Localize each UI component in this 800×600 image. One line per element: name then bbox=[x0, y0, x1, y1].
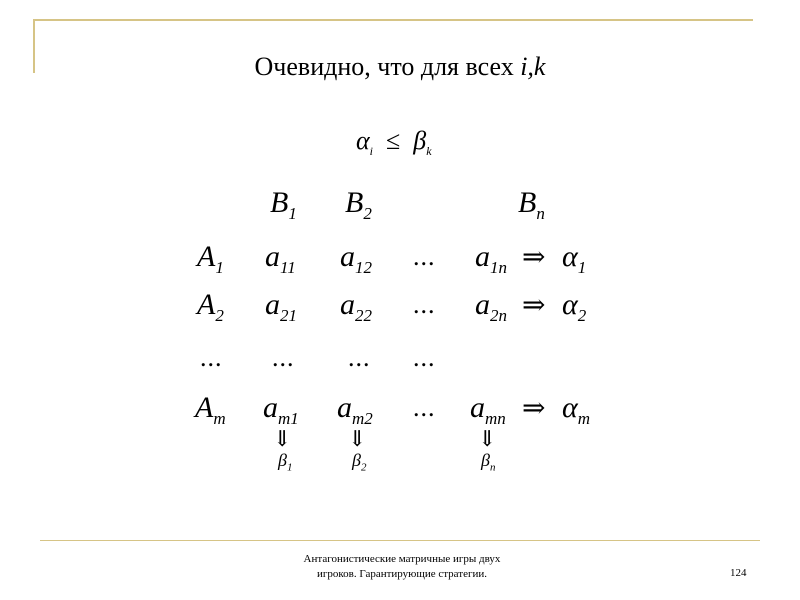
cell-a22: $a_{22}$ bbox=[340, 288, 372, 325]
down-arrow-col1: ⇓ bbox=[273, 426, 292, 451]
frame-top-line bbox=[33, 19, 753, 21]
cell-a21: $a_{21}$ bbox=[265, 288, 297, 325]
result-alpha1: $\alpha_1$ bbox=[562, 240, 587, 277]
bottom-betan: $\beta_n$ bbox=[481, 450, 496, 474]
row3-c2-dots: ... bbox=[348, 343, 371, 372]
row-label-a1: $A_1$ bbox=[197, 240, 224, 277]
slide-title bbox=[0, 52, 800, 82]
footer-line2: игроков. Гарантирующие стратегии. bbox=[316, 568, 488, 580]
col-header-b1: $B_1$ bbox=[270, 186, 297, 223]
title-vars: i,k bbox=[520, 52, 546, 81]
cell-amn: $a_{mn}$ bbox=[470, 391, 506, 428]
row1-dots: ... bbox=[413, 242, 436, 271]
down-arrow-coln: ⇓ bbox=[478, 426, 497, 451]
cell-a2n: $a_{2n}$ bbox=[475, 288, 507, 325]
bottom-beta2: $\beta_2$ bbox=[352, 450, 367, 474]
row1-implies-arrow: ⇒ bbox=[522, 242, 546, 273]
inequality bbox=[356, 126, 432, 159]
footer-line1: Антагонистические матричные игры двух bbox=[303, 553, 501, 565]
ineq-beta-sub: k bbox=[426, 144, 432, 159]
down-arrow-col2: ⇓ bbox=[348, 426, 367, 451]
title-text: Очевидно, что для всех bbox=[254, 52, 521, 81]
result-alpham: $\alpha_m$ bbox=[562, 391, 591, 428]
row-label-a2: $A_2$ bbox=[197, 288, 224, 325]
frame-bottom-line bbox=[40, 540, 760, 541]
cell-a1n: $a_{1n}$ bbox=[475, 240, 507, 277]
cell-am1: $a_{m1}$ bbox=[263, 391, 299, 428]
row3-label-dots: ... bbox=[200, 343, 223, 372]
cell-am2: $a_{m2}$ bbox=[337, 391, 373, 428]
row2-implies-arrow: ⇒ bbox=[522, 290, 546, 321]
ineq-beta: β bbox=[413, 126, 427, 155]
ineq-leq: ≤ bbox=[386, 126, 401, 155]
ineq-alpha-sub: i bbox=[369, 144, 373, 159]
cell-a11: $a_{11}$ bbox=[265, 240, 296, 277]
rowm-dots: ... bbox=[413, 393, 436, 422]
rowm-implies-arrow: ⇒ bbox=[522, 393, 546, 424]
result-alpha2: $\alpha_2$ bbox=[562, 288, 587, 325]
row3-c1-dots: ... bbox=[272, 343, 295, 372]
ineq-alpha: α bbox=[356, 126, 370, 155]
col-header-b2: $B_2$ bbox=[345, 186, 372, 223]
footer-caption bbox=[262, 552, 542, 582]
row3-c3-dots: ... bbox=[413, 343, 436, 372]
page-number: 124 bbox=[730, 567, 747, 579]
cell-a12: $a_{12}$ bbox=[340, 240, 372, 277]
row2-dots: ... bbox=[413, 290, 436, 319]
col-header-bn: $B_n$ bbox=[518, 186, 545, 223]
bottom-beta1: $\beta_1$ bbox=[278, 450, 293, 474]
row-label-am: $A_m$ bbox=[195, 391, 226, 428]
